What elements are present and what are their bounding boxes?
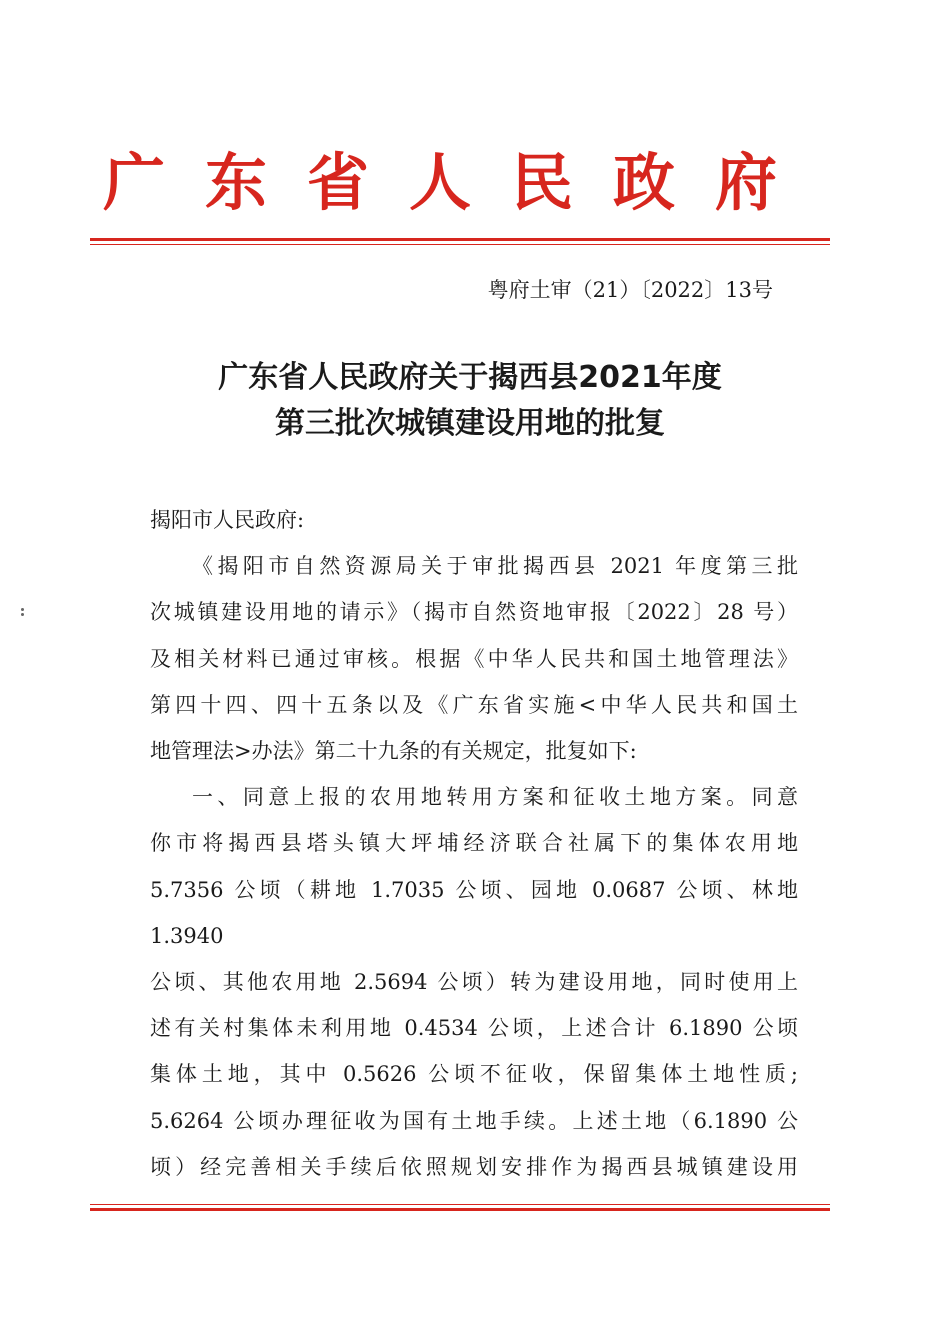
title-line-2: 第三批次城镇建设用地的批复: [275, 406, 665, 441]
para2-line: 集体土地，其中 0.5626 公顷不征收，保留集体土地性质;: [150, 1062, 798, 1087]
para2-line: 顷）经完善相关手续后依照规划安排作为揭西县城镇建设用: [150, 1154, 798, 1179]
para1-line: 次城镇建设用地的请示》（揭市自然资地审报〔2022〕28 号）: [150, 600, 798, 625]
para1-line: 《揭阳市自然资源局关于审批揭西县 2021 年度第三批: [192, 554, 798, 579]
para2-line: 一、同意上报的农用地转用方案和征收土地方案。同意: [192, 785, 798, 810]
scan-speck: [20, 606, 26, 620]
para1-line: 及相关材料已通过审核。根据《中华人民共和国土地管理法》: [150, 646, 798, 671]
para2-line: 5.6264 公顷办理征收为国有土地手续。上述土地（6.1890 公: [150, 1108, 798, 1133]
document-body: [150, 497, 798, 1190]
para1-line: 第四十四、四十五条以及《广东省实施<中华人民共和国土: [150, 692, 798, 717]
footer-divider: [90, 1204, 830, 1211]
speck-dot: [21, 608, 24, 611]
divider-thick-line: [90, 238, 830, 241]
footer-thick-line: [90, 1208, 830, 1211]
para1-line: 地管理法>办法》第二十九条的有关规定，批复如下:: [150, 739, 637, 764]
para2-line: 述有关村集体未利用地 0.4534 公顷，上述合计 6.1890 公顷: [150, 1016, 798, 1041]
footer-thin-line: [90, 1204, 830, 1205]
salutation: 揭阳市人民政府:: [150, 508, 305, 532]
document-number: 粤府土审（21）〔2022〕13号: [487, 278, 773, 302]
para2-line: 公顷、其他农用地 2.5694 公顷）转为建设用地，同时使用上: [150, 970, 798, 995]
speck-dot: [21, 613, 24, 616]
para2-line: 你市将揭西县塔头镇大坪埔经济联合社属下的集体农用地: [150, 831, 798, 856]
divider-thin-line: [90, 244, 830, 245]
document-title: [90, 355, 850, 447]
masthead-title: 广东省人民政府: [102, 146, 817, 219]
para2-line: 5.7356 公顷（耕地 1.7035 公顷、园地 0.0687 公顷、林地 1.3940: [150, 877, 798, 948]
masthead-divider: [90, 238, 830, 245]
title-line-1: 广东省人民政府关于揭西县2021年度: [218, 360, 722, 395]
